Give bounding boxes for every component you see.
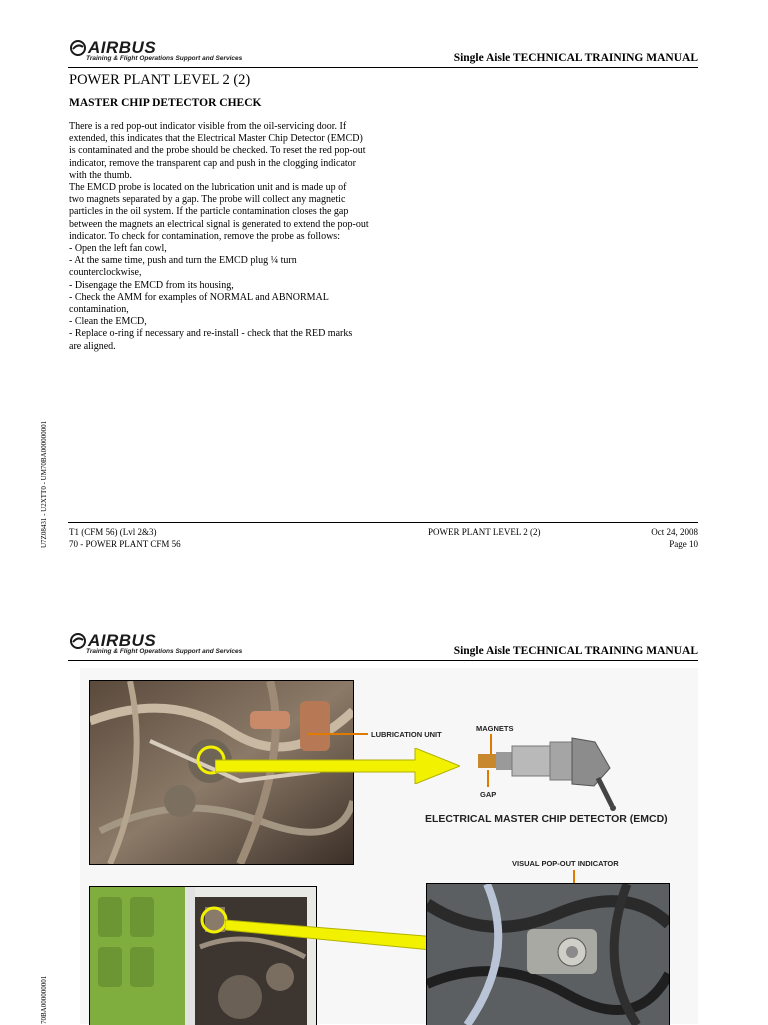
airbus-swirl-icon <box>70 633 86 649</box>
body-line: contamination, <box>69 304 129 316</box>
body-line: counterclockwise, <box>69 267 142 279</box>
label-visual-popout: VISUAL POP-OUT INDICATOR <box>512 859 619 868</box>
body-line: - Replace o-ring if necessary and re-install - check that the RED marks <box>69 328 353 340</box>
body-line: - Open the left fan cowl, <box>69 243 167 255</box>
logo-wordmark: AIRBUS <box>88 38 157 57</box>
body-line: - Check the AMM for examples of NORMAL and ABNORMAL <box>69 291 329 303</box>
margin-doc-code: U7Z08431 - U2XTT0 - UM70BA000000001 <box>40 420 48 548</box>
body-line: two magnets separated by a gap. The probe will collect any magnetic <box>69 194 346 206</box>
footer-rule <box>68 522 698 523</box>
callout-line <box>308 733 368 735</box>
body-text <box>69 121 389 353</box>
body-line: - Clean the EMCD, <box>69 316 147 328</box>
section-title: POWER PLANT LEVEL 2 (2) <box>69 72 251 88</box>
body-line: indicator, remove the transparent cap and push in the clogging indicator <box>69 157 357 169</box>
label-emcd-title: ELECTRICAL MASTER CHIP DETECTOR (EMCD) <box>425 813 668 825</box>
header-rule <box>68 67 698 68</box>
subsection-title: MASTER CHIP DETECTOR CHECK <box>69 97 262 109</box>
body-line: extended, this indicates that the Electrical Master Chip Detector (EMCD) <box>69 133 363 145</box>
body-line: - Disengage the EMCD from its housing, <box>69 279 234 291</box>
logo-wordmark: AIRBUS <box>88 631 157 650</box>
body-line: between the magnets an electrical signal is generated to extend the pop-out <box>69 218 369 230</box>
body-line: are aligned. <box>69 340 116 352</box>
body-line: The EMCD probe is located on the lubrication unit and is made up of <box>69 182 347 194</box>
margin-doc-code: 70BA000000001 <box>40 975 48 1024</box>
body-line: indicator. To check for contamination, remove the probe as follows: <box>69 230 340 242</box>
body-line: There is a red pop-out indicator visible from the oil-servicing door. If <box>69 121 347 132</box>
logo-tagline: Training & Flight Operations Support and Services <box>86 55 243 62</box>
logo-tagline: Training & Flight Operations Support and Services <box>86 648 243 655</box>
label-lubrication-unit: LUBRICATION UNIT <box>371 730 442 739</box>
footer-chapter: 70 - POWER PLANT CFM 56 <box>69 539 181 549</box>
body-line: is contaminated and the probe should be checked. To reset the red pop-out <box>69 145 366 157</box>
footer-page-number: Page 10 <box>669 539 698 549</box>
airbus-swirl-icon <box>70 40 86 56</box>
label-magnets: MAGNETS <box>476 724 514 733</box>
body-line: particles in the oil system. If the particle contamination closes the gap <box>69 206 349 218</box>
callout-line <box>490 734 492 754</box>
body-line: with the thumb. <box>69 169 133 181</box>
footer-center: POWER PLANT LEVEL 2 (2) <box>428 527 541 537</box>
manual-title: Single Aisle TECHNICAL TRAINING MANUAL <box>453 645 698 657</box>
label-gap: GAP <box>480 790 497 799</box>
footer-right <box>651 526 698 550</box>
manual-title: Single Aisle TECHNICAL TRAINING MANUAL <box>453 52 698 64</box>
footer-left <box>69 526 181 550</box>
popout-indicator-photo <box>426 883 670 1025</box>
popout-photo-illustration <box>427 884 669 1025</box>
header-rule <box>68 660 698 661</box>
footer-date: Oct 24, 2008 <box>651 527 698 537</box>
body-line: - At the same time, push and turn the EMCD plug ¼ turn <box>69 255 297 267</box>
footer-course: T1 (CFM 56) (Lvl 2&3) <box>69 527 157 537</box>
callout-line <box>487 770 489 787</box>
emcd-probe-illustration <box>470 728 630 812</box>
yellow-arrow-icon <box>215 748 460 784</box>
